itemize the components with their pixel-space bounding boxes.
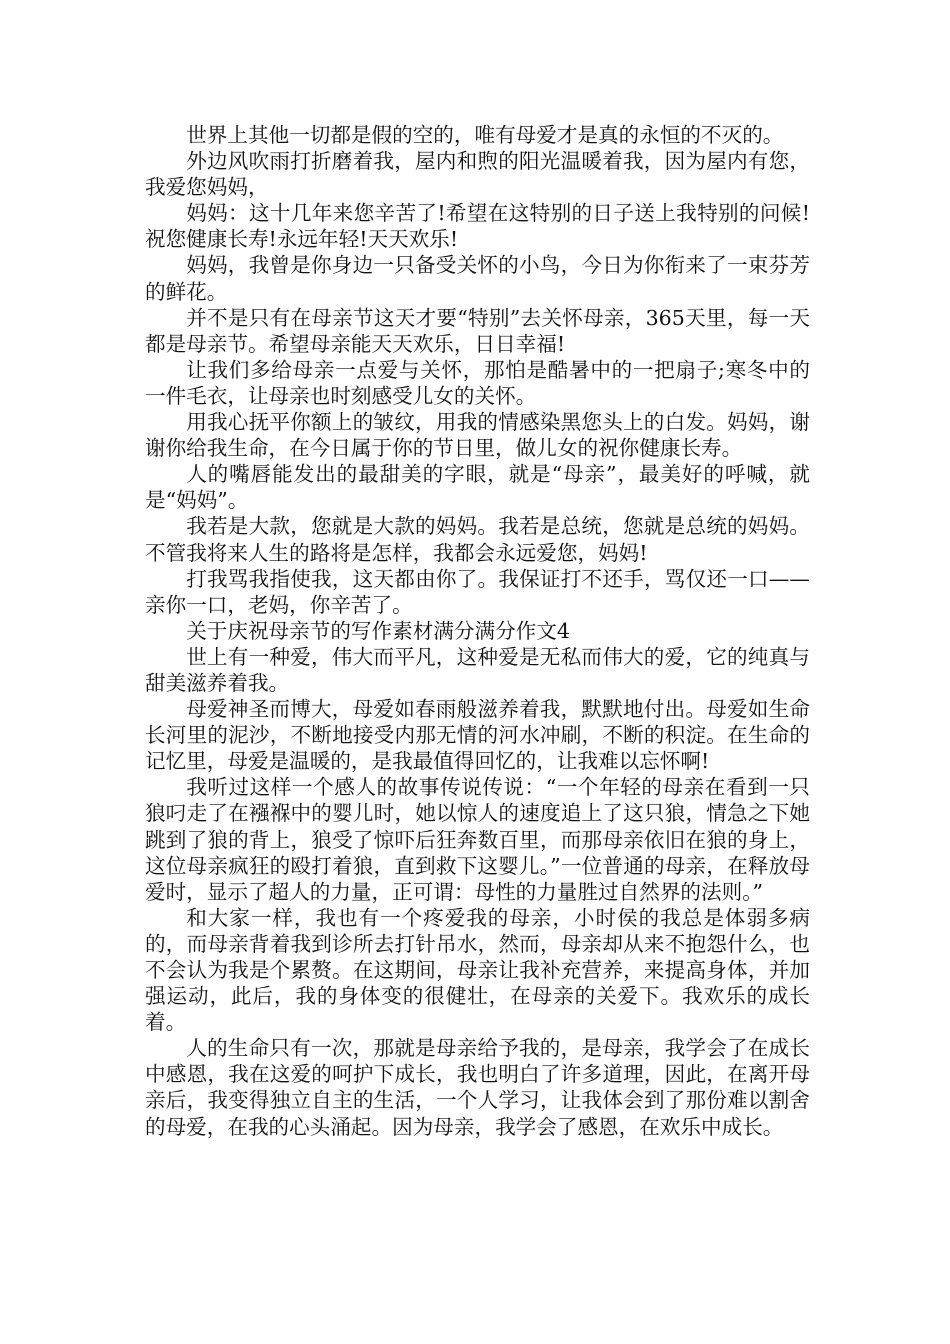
paragraph-15: 人的生命只有一次，那就是母亲给予我的，是母亲，我学会了在成长中感恩，我在这爱的呵护下成长，我也明白了许多道理，因此，在离开母亲后，我变得独立自主的生活，一个人学习，让我体会到了那份难以割舍的母爱，在我的心头涌起。因为母亲，我学会了感恩，在欢乐中成长。 (145, 1036, 810, 1139)
paragraph-10: 打我骂我指使我，这天都由你了。我保证打不还手，骂仅还一口——亲你一口，老妈，你辛苦了。 (145, 566, 810, 617)
paragraph-8: 人的嘴唇能发出的最甜美的字眼，就是“母亲”，最美好的呼喊，就是“妈妈”。 (145, 462, 810, 513)
section-heading: 关于庆祝母亲节的写作素材满分满分作文4 (186, 618, 570, 643)
paragraph-13: 我听过这样一个感人的故事传说传说：“一个年轻的母亲在看到一只狼叼走了在襁褓中的婴儿时，她以惊人的速度追上了这只狼，情急之下她跳到了狼的背上，狼受了惊吓后狂奔数百里，而那母亲依旧在狼的身上，这位母亲疯狂的殴打着狼，直到救下这婴儿。”一位普通的母亲，在释放母爱时，显示了超人的力量，正可谓：母性的力量胜过自然界的法则。” (145, 775, 810, 904)
paragraph-11: 世上有一种爱，伟大而平凡，这种爱是无私而伟大的爱，它的纯真与甜美滋养着我。 (145, 644, 810, 695)
document-body (145, 122, 810, 1140)
paragraph-6: 让我们多给母亲一点爱与关怀，那怕是酷暑中的一把扇子;寒冬中的一件毛衣，让母亲也时刻感受儿女的关怀。 (145, 357, 810, 408)
paragraph-2: 外边风吹雨打折磨着我，屋内和煦的阳光温暖着我，因为屋内有您，我爱您妈妈， (145, 149, 810, 200)
paragraph-9: 我若是大款，您就是大款的妈妈。我若是总统，您就是总统的妈妈。不管我将来人生的路将是怎样，我都会永远爱您，妈妈! (145, 514, 810, 565)
paragraph-3: 妈妈：这十几年来您辛苦了!希望在这特别的日子送上我特别的问候!祝您健康长寿!永远年轻!天天欢乐! (145, 201, 810, 252)
paragraph-7: 用我心抚平你额上的皱纹，用我的情感染黑您头上的白发。妈妈，谢谢你给我生命，在今日属于你的节日里，做儿女的祝你健康长寿。 (145, 410, 810, 461)
paragraph-1: 世界上其他一切都是假的空的，唯有母爱才是真的永恒的不灭的。 (186, 123, 784, 147)
paragraph-4: 妈妈，我曾是你身边一只备受关怀的小鸟，今日为你衔来了一束芬芳的鲜花。 (145, 253, 810, 304)
paragraph-5: 并不是只有在母亲节这天才要“特别”去关怀母亲，365天里，每一天都是母亲节。希望母亲能天天欢乐，日日幸福! (145, 305, 810, 356)
paragraph-12: 母爱神圣而博大，母爱如春雨般滋养着我，默默地付出。母爱如生命长河里的泥沙，不断地接受内那无情的河水冲刷，不断的积淀。在生命的记忆里，母爱是温暖的，是我最值得回忆的，让我难以忘怀啊! (145, 697, 810, 774)
paragraph-14: 和大家一样，我也有一个疼爱我的母亲，小时侯的我总是体弱多病的，而母亲背着我到诊所去打针吊水，然而，母亲却从来不抱怨什么，也不会认为我是个累赘。在这期间，母亲让我补充营养，来提高身体，并加强运动，此后，我的身体变的很健壮，在母亲的关爱下。我欢乐的成长着。 (145, 905, 810, 1035)
